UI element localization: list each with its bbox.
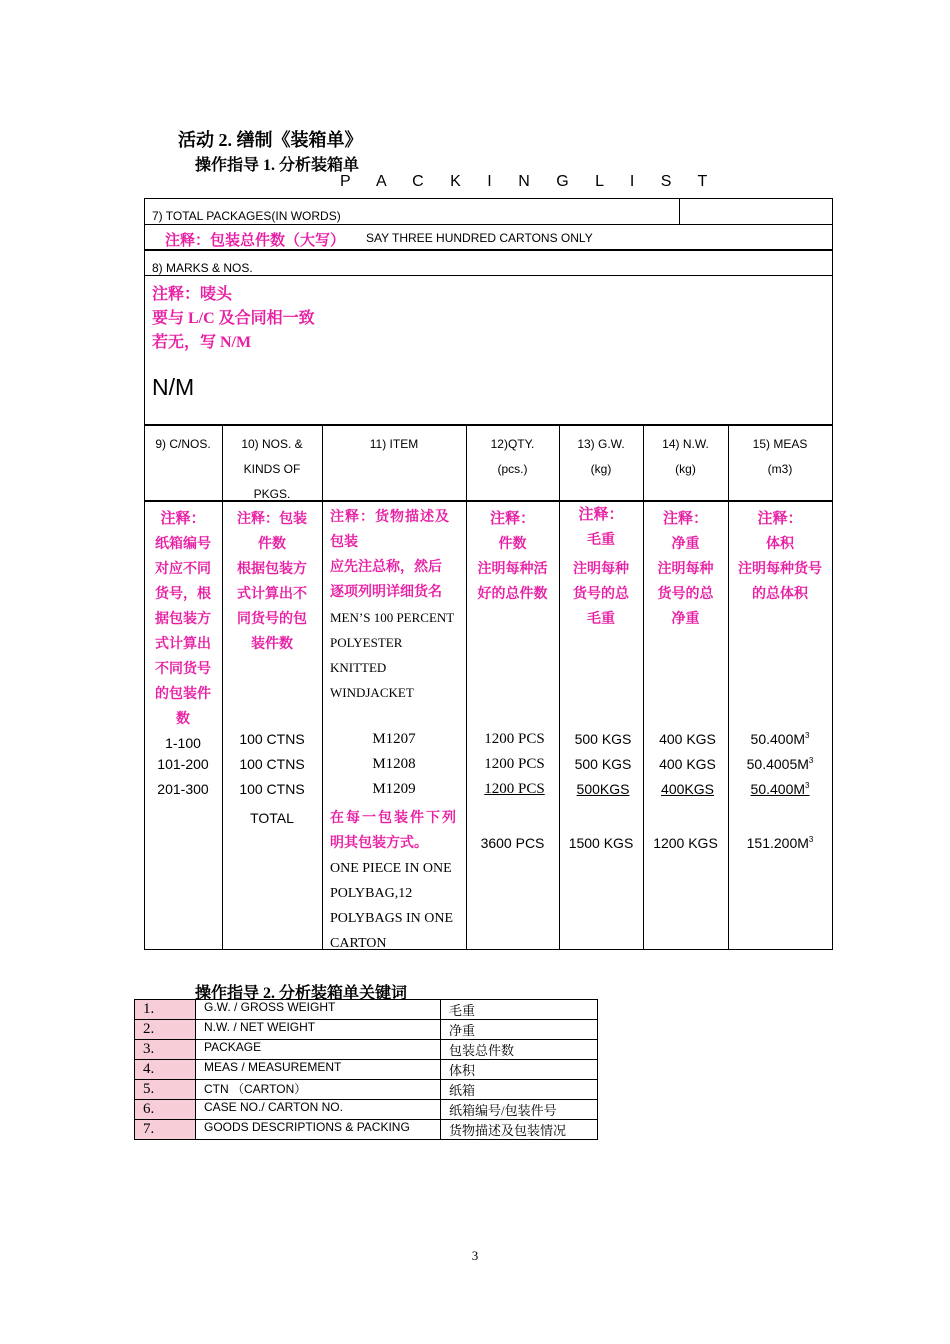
- total-nw: 1200 KGS: [653, 835, 718, 851]
- keyword-num: 7.: [135, 1120, 196, 1140]
- total-packages-label: 7) TOTAL PACKAGES(IN WORDS): [152, 209, 341, 223]
- keyword-num: 3.: [135, 1040, 196, 1060]
- col-header-nw: 14) N.W. (kg): [662, 437, 709, 476]
- keyword-en: N.W. / NET WEIGHT: [196, 1020, 441, 1040]
- marks-label: 8) MARKS & NOS.: [152, 261, 253, 275]
- row-gw: 500 KGS: [574, 731, 632, 747]
- keyword-cn: 包装总件数: [441, 1040, 598, 1060]
- guide-2-heading: 操作指导 2. 分析装箱单关键词: [195, 985, 408, 1002]
- keyword-num: 5.: [135, 1080, 196, 1100]
- col-header-meas: 15) MEAS (m3): [752, 437, 808, 476]
- marks-value: N/M: [152, 374, 195, 400]
- keyword-cn: 体积: [441, 1060, 598, 1080]
- row-nw: 400 KGS: [659, 731, 716, 747]
- packing-note: 在每一包装件下列 明其包装方式。 ONE PIECE IN ONE POLYBAG,12 POLYBAGS IN ONE CARTON: [330, 811, 458, 951]
- keyword-num: 2.: [135, 1020, 196, 1040]
- keyword-cn: 毛重: [441, 1000, 598, 1020]
- row-item: M1208: [372, 756, 416, 772]
- total-label: TOTAL: [250, 810, 294, 826]
- note-pkgs: 注释：包装 件数 根据包装方 式计算出不 同货号的包 装件数: [237, 512, 307, 652]
- row-gw: 500KGS: [576, 781, 630, 797]
- table-row: [135, 1100, 598, 1120]
- keyword-cn: 净重: [441, 1020, 598, 1040]
- packing-list-title: P A C K I N G L I S T: [340, 173, 719, 190]
- row-nw: 400KGS: [661, 781, 714, 797]
- note-nw: 注释： 净重 注明每种 货号的总 净重: [657, 511, 714, 627]
- row-meas: $50.400M^3$: [750, 731, 810, 747]
- table-row: [135, 1000, 598, 1020]
- row-qty: 1200 PCS: [484, 731, 545, 747]
- total-meas: $151.200M^3$: [746, 835, 814, 851]
- keyword-num: 1.: [135, 1000, 196, 1020]
- note-item: 注释：货物描述及 包装 应先注总称，然后 逐项列明详细货名 MEN’S 100 PERCENT POLYESTER KNITTED WINDJACKET: [330, 510, 455, 700]
- keyword-table: [134, 999, 598, 1140]
- row-cnos: 101-200: [157, 756, 209, 772]
- marks-note: 注释：唛头 要与 L/C 及合同相一致 若无，写 N/M: [152, 286, 315, 351]
- row-pkgs: 100 CTNS: [239, 731, 305, 747]
- col-header-qty: 12)QTY. (pcs.): [490, 437, 535, 476]
- col-header-pkgs: 10) NOS. & KINDS OF PKGS.: [241, 437, 303, 501]
- keyword-cn: 货物描述及包装情况: [441, 1120, 598, 1140]
- note-cnos: 注释： 纸箱编号 对应不同 货号，根 据包装方 式计算出 不同货号 的包装件 数: [155, 511, 211, 727]
- keyword-en: G.W. / GROSS WEIGHT: [196, 1000, 441, 1020]
- row-nw: 400 KGS: [659, 756, 716, 772]
- keyword-en: MEAS / MEASUREMENT: [196, 1060, 441, 1080]
- total-packages-note: 注释：包装总件数（大写）: [165, 233, 346, 249]
- keyword-cn: 纸箱编号/包装件号: [441, 1100, 598, 1120]
- col-header-item: 11) ITEM: [369, 437, 419, 451]
- row-meas: $50.4005M^3$: [746, 756, 814, 772]
- row-item: M1209: [372, 781, 416, 797]
- keyword-en: CASE NO./ CARTON NO.: [196, 1100, 441, 1120]
- keyword-cn: 纸箱: [441, 1080, 598, 1100]
- keyword-en: GOODS DESCRIPTIONS & PACKING: [196, 1120, 441, 1140]
- total-qty: 3600 PCS: [480, 835, 545, 851]
- total-packages-value: SAY THREE HUNDRED CARTONS ONLY: [366, 231, 593, 245]
- guide-1-heading: 操作指导 1. 分析装箱单: [195, 157, 360, 174]
- keyword-en: PACKAGE: [196, 1040, 441, 1060]
- keyword-num: 6.: [135, 1100, 196, 1120]
- table-row: [135, 1120, 598, 1140]
- row-cnos: 201-300: [157, 781, 209, 797]
- row-qty: 1200 PCS: [484, 781, 545, 797]
- table-row: [135, 1060, 598, 1080]
- row-pkgs: 100 CTNS: [239, 781, 305, 797]
- page-number: 3: [471, 1248, 479, 1263]
- row-pkgs: 100 CTNS: [239, 756, 305, 772]
- keyword-num: 4.: [135, 1060, 196, 1080]
- note-gw: 注释： 毛重 注明每种 货号的总 毛重: [573, 507, 629, 627]
- col-header-gw: 13) G.W. (kg): [577, 437, 625, 476]
- note-meas: 注释： 体积 注明每种货号 的总体积: [738, 511, 822, 602]
- row-meas: $50.400M^3$: [750, 781, 810, 797]
- keyword-en: CTN （CARTON）: [196, 1080, 441, 1100]
- row-cnos: 1-100: [165, 735, 201, 751]
- activity-heading: 活动 2. 缮制《装箱单》: [178, 130, 363, 150]
- row-item: M1207: [372, 731, 416, 747]
- row-gw: 500 KGS: [574, 756, 632, 772]
- table-row: [135, 1040, 598, 1060]
- note-qty: 注释： 件数 注明每种活 好的总件数: [477, 511, 548, 602]
- total-gw: 1500 KGS: [568, 835, 634, 851]
- col-header-cnos: 9) C/NOS.: [155, 437, 211, 451]
- table-row: [135, 1020, 598, 1040]
- row-qty: 1200 PCS: [484, 756, 545, 772]
- table-row: [135, 1080, 598, 1100]
